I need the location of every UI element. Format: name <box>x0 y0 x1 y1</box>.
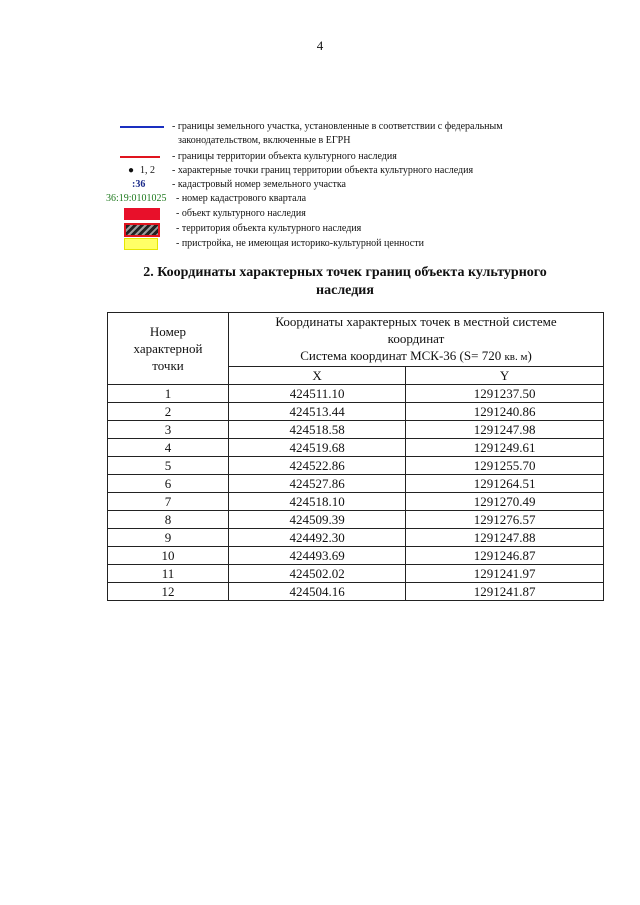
legend-item-points <box>0 164 640 178</box>
cell-x: 424492.30 <box>229 529 406 547</box>
table-row <box>108 421 604 439</box>
table-row <box>108 475 604 493</box>
header-x: X <box>229 367 406 385</box>
header-text-part: Система координат МСК-36 (S= 720 <box>300 348 505 363</box>
cell-x: 424522.86 <box>229 457 406 475</box>
cell-number: 6 <box>108 475 229 493</box>
cadastral-symbol: :36 <box>132 179 146 190</box>
cell-number: 5 <box>108 457 229 475</box>
cell-y: 1291270.49 <box>406 493 604 511</box>
table-row <box>108 565 604 583</box>
cell-y: 1291249.61 <box>406 439 604 457</box>
header-text-part: ) <box>527 348 532 363</box>
dot-icon: ● <box>128 165 135 176</box>
cell-number: 8 <box>108 511 229 529</box>
legend-text: - номер кадастрового квартала <box>176 193 307 204</box>
legend-item-annex <box>0 237 640 251</box>
table-row <box>108 511 604 529</box>
cell-number: 11 <box>108 565 229 583</box>
table-row <box>108 439 604 457</box>
cell-x: 424518.58 <box>229 421 406 439</box>
header-text: Координаты характерных точек в местной системе <box>275 314 557 329</box>
points-symbol: 1, 2 <box>140 165 155 176</box>
legend-item-land-boundary <box>0 120 640 134</box>
cell-x: 424518.10 <box>229 493 406 511</box>
cell-number: 7 <box>108 493 229 511</box>
header-text: Номер <box>149 324 187 339</box>
header-text <box>229 347 603 366</box>
legend-text: - кадастровый номер земельного участка <box>172 179 346 190</box>
legend-text: - границы земельного участка, установленные в соответствии с федеральным <box>172 121 503 132</box>
cell-number: 1 <box>108 385 229 403</box>
cell-y: 1291240.86 <box>406 403 604 421</box>
yellow-fill-icon <box>124 238 158 250</box>
cell-number: 9 <box>108 529 229 547</box>
cell-x: 424513.44 <box>229 403 406 421</box>
table-row <box>108 493 604 511</box>
red-fill-icon <box>124 208 160 220</box>
legend-item-kvartal <box>0 192 640 206</box>
legend-item-cadastral-number <box>0 178 640 192</box>
cell-x: 424493.69 <box>229 547 406 565</box>
table-row <box>108 583 604 601</box>
legend-text: - территория объекта культурного наследия <box>176 223 362 234</box>
header-point-number <box>108 313 229 385</box>
cell-x: 424511.10 <box>229 385 406 403</box>
section-title-line: 2. Координаты характерных точек границ объекта культурного <box>143 265 547 280</box>
kvartal-symbol: 36:19:0101025 <box>106 193 167 204</box>
hatch-fill-icon <box>124 223 160 237</box>
table-row <box>108 403 604 421</box>
cell-x: 424519.68 <box>229 439 406 457</box>
page-number: 4 <box>316 38 324 53</box>
header-text: характерной <box>133 341 203 356</box>
table-row <box>108 385 604 403</box>
cell-x: 424509.39 <box>229 511 406 529</box>
table-row <box>108 457 604 475</box>
cell-number: 3 <box>108 421 229 439</box>
legend-item-heritage-territory <box>0 222 640 236</box>
cell-y: 1291241.97 <box>406 565 604 583</box>
cell-y: 1291246.87 <box>406 547 604 565</box>
legend-item-heritage-boundary <box>0 150 640 164</box>
cell-y: 1291276.57 <box>406 511 604 529</box>
coordinates-table <box>107 312 604 601</box>
cell-y: 1291264.51 <box>406 475 604 493</box>
cell-y: 1291247.98 <box>406 421 604 439</box>
header-y: Y <box>406 367 604 385</box>
blue-line-icon <box>120 126 164 128</box>
header-text: точки <box>152 358 184 373</box>
legend-text: законодательством, включенные в ЕГРН <box>178 135 351 146</box>
cell-y: 1291247.88 <box>406 529 604 547</box>
legend-text: - границы территории объекта культурного наследия <box>172 151 397 162</box>
cell-x: 424527.86 <box>229 475 406 493</box>
header-coordinates <box>229 313 604 367</box>
red-line-icon <box>120 156 160 158</box>
cell-y: 1291241.87 <box>406 583 604 601</box>
legend-item-heritage-object <box>0 207 640 221</box>
cell-number: 2 <box>108 403 229 421</box>
legend-text: - пристройка, не имеющая историко-культурной ценности <box>176 238 424 249</box>
cell-x: 424504.16 <box>229 583 406 601</box>
section-title-line: наследия <box>316 283 374 298</box>
cell-y: 1291237.50 <box>406 385 604 403</box>
cell-number: 4 <box>108 439 229 457</box>
cell-y: 1291255.70 <box>406 457 604 475</box>
legend-item-land-boundary-cont <box>0 134 640 148</box>
cell-number: 12 <box>108 583 229 601</box>
legend-text: - характерные точки границ территории объекта культурного наследия <box>172 165 474 176</box>
cell-x: 424502.02 <box>229 565 406 583</box>
cell-number: 10 <box>108 547 229 565</box>
table-row <box>108 547 604 565</box>
header-unit: кв. м <box>504 351 528 363</box>
header-text: координат <box>387 331 445 346</box>
legend-text: - объект культурного наследия <box>176 208 306 219</box>
table-row <box>108 529 604 547</box>
section-title <box>100 264 590 300</box>
